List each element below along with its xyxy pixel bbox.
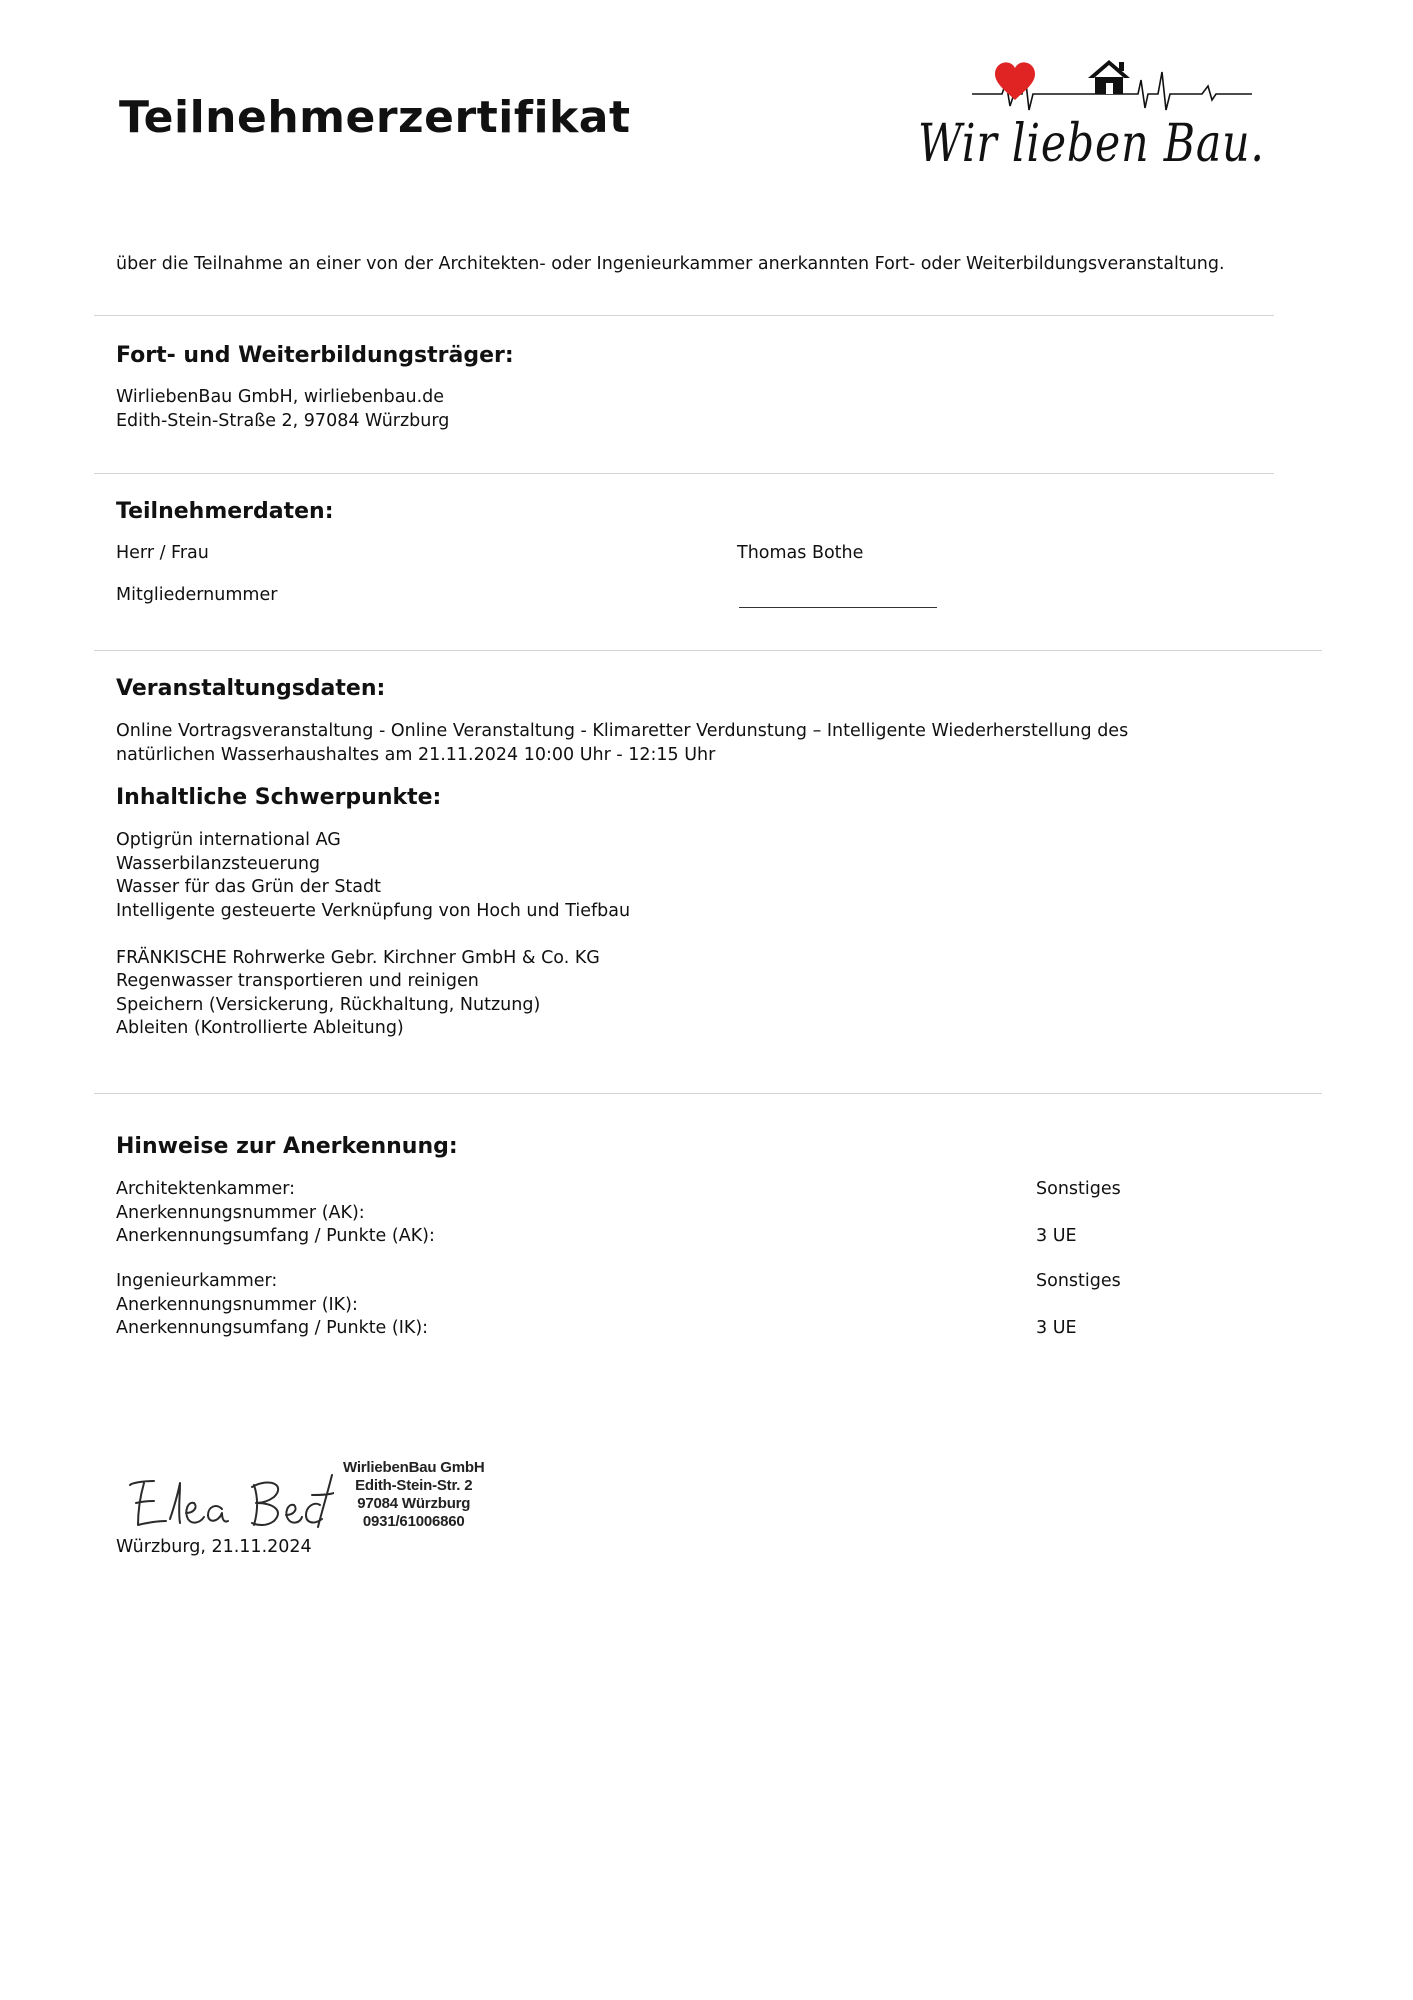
ak-value	[1036, 1202, 1121, 1226]
content-line: Speichern (Versickerung, Rückhaltung, Nutzung)	[116, 994, 541, 1015]
ik-label: Anerkennungsnummer (IK):	[116, 1294, 358, 1315]
member-number-label: Mitgliedernummer	[116, 585, 278, 605]
content-line: Ableiten (Kontrollierte Ableitung)	[116, 1018, 404, 1038]
content-line: Wasserbilanzsteuerung	[116, 853, 321, 874]
provider-heading: Fort- und Weiterbildungsträger:	[116, 343, 514, 368]
stamp-line: WirliebenBau GmbH	[343, 1459, 485, 1476]
stamp-line: 0931/61006860	[362, 1513, 465, 1530]
divider	[94, 473, 1274, 474]
provider-line: WirliebenBau GmbH, wirliebenbau.de	[116, 387, 445, 407]
handwritten-signature	[124, 1467, 334, 1537]
participant-name: Thomas Bothe	[737, 543, 864, 563]
ak-labels	[116, 1178, 435, 1249]
company-stamp	[343, 1459, 484, 1531]
divider	[94, 650, 1322, 651]
event-block	[116, 720, 1128, 767]
event-heading: Veranstaltungsdaten:	[116, 676, 386, 701]
stamp-line: 97084 Würzburg	[357, 1495, 471, 1512]
ak-value: Sonstiges	[1036, 1179, 1121, 1199]
event-line: Online Vortragsveranstaltung - Online Veranstaltung - Klimaretter Verdunstung – Intelligente Wiederherstellung des	[116, 721, 1129, 741]
salutation-label: Herr / Frau	[116, 543, 209, 563]
house-icon	[1088, 60, 1130, 94]
ik-labels	[116, 1270, 428, 1341]
ak-value: 3 UE	[1036, 1226, 1077, 1246]
logo-wordmark: Wir lieben Bau.	[918, 114, 1265, 174]
content-line	[116, 923, 630, 947]
ak-label: Anerkennungsumfang / Punkte (AK):	[116, 1226, 435, 1246]
ik-label: Ingenieurkammer:	[116, 1271, 278, 1291]
participant-heading: Teilnehmerdaten:	[116, 499, 334, 524]
member-number-blank-line	[739, 607, 937, 608]
document-title: Teilnehmerzertifikat	[119, 92, 631, 143]
content-line: Wasser für das Grün der Stadt	[116, 877, 381, 897]
content-block	[116, 829, 630, 1041]
ik-label: Anerkennungsumfang / Punkte (IK):	[116, 1318, 429, 1338]
ik-value	[1036, 1294, 1121, 1318]
place-date: Würzburg, 21.11.2024	[116, 1537, 312, 1557]
divider	[94, 315, 1274, 316]
intro-text: über die Teilnahme an einer von der Architekten- oder Ingenieurkammer anerkannten Fort- oder Weiterbildungsveranstaltung.	[116, 254, 1225, 274]
content-line: Optigrün international AG	[116, 830, 341, 850]
content-line: FRÄNKISCHE Rohrwerke Gebr. Kirchner GmbH & Co. KG	[116, 947, 600, 968]
ik-value: Sonstiges	[1036, 1271, 1121, 1291]
event-line: natürlichen Wasserhaushaltes am 21.11.2024 10:00 Uhr - 12:15 Uhr	[116, 744, 716, 765]
stamp-line: Edith-Stein-Str. 2	[355, 1477, 473, 1494]
recognition-heading: Hinweise zur Anerkennung:	[116, 1134, 458, 1159]
provider-line: Edith-Stein-Straße 2, 97084 Würzburg	[116, 410, 450, 431]
ik-value: 3 UE	[1036, 1318, 1077, 1338]
divider	[94, 1093, 1322, 1094]
content-heading: Inhaltliche Schwerpunkte:	[116, 785, 442, 810]
content-line: Intelligente gesteuerte Verknüpfung von Hoch und Tiefbau	[116, 900, 631, 921]
ik-values	[1036, 1270, 1121, 1341]
content-line: Regenwasser transportieren und reinigen	[116, 971, 479, 991]
ak-label: Architektenkammer:	[116, 1179, 296, 1199]
provider-block	[116, 386, 449, 433]
ak-values	[1036, 1178, 1121, 1249]
company-logo	[912, 52, 1272, 192]
ak-label: Anerkennungsnummer (AK):	[116, 1202, 365, 1223]
